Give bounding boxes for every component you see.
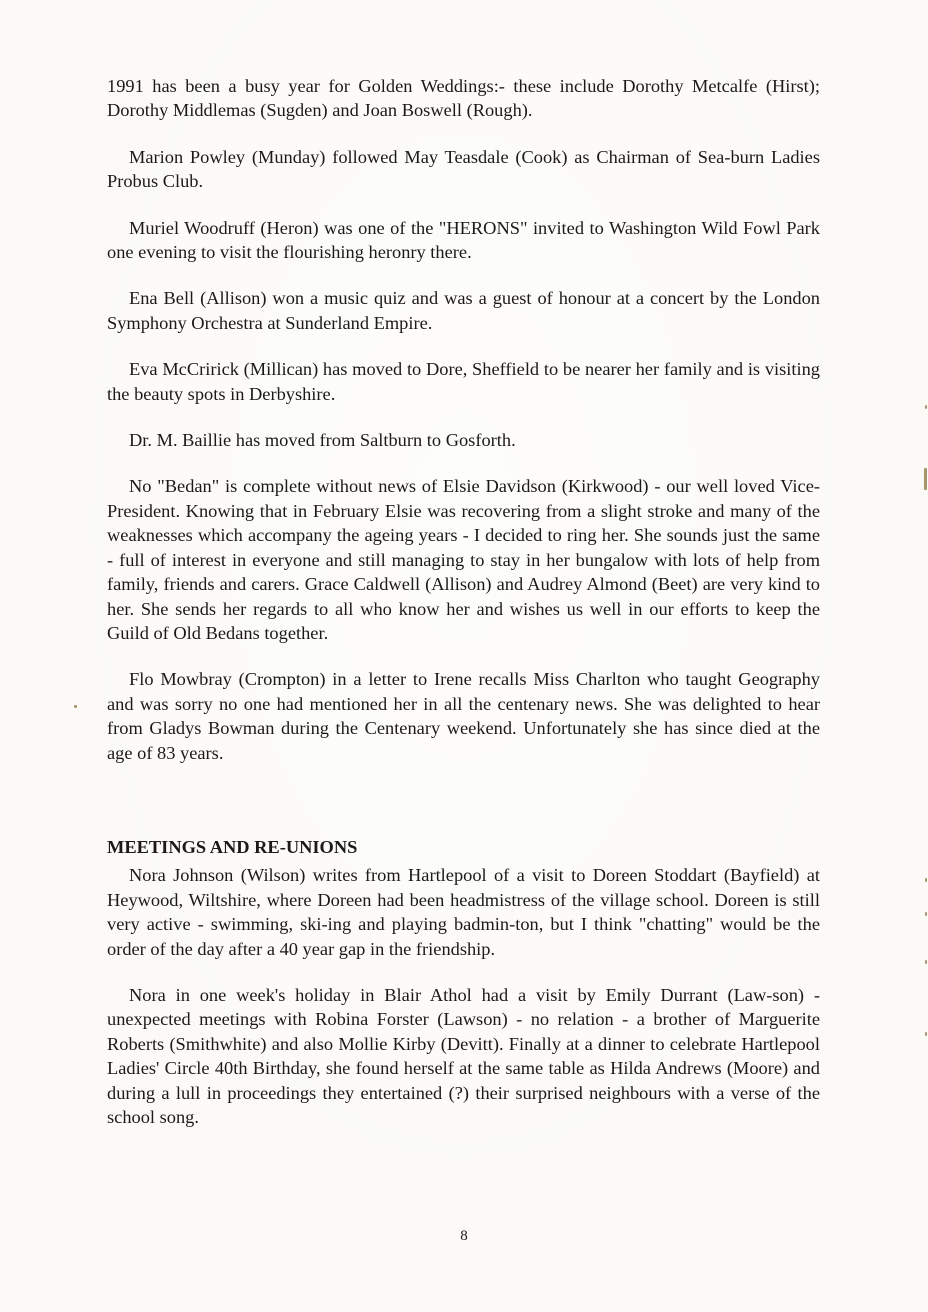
paragraph-nora-holiday: Nora in one week's holiday in Blair Athol had a visit by Emily Durrant (Law-son) - unexpected meetings with Robina Forster (Lawson) - no relation - a brother of Marguerite Roberts (Smithwhite) and also Mollie Kirby (Devitt). Finally at a dinner to celebrate Hartlepool Ladies' Circle 40th Birthday, she found herself at the same table as Hilda Andrews (Moore) and during a lull in proceedings they entertained (?) their surprised neighbours with a verse of the school song. bbox=[107, 984, 820, 1127]
margin-mark bbox=[925, 405, 927, 409]
paragraph-elsie-davidson: No "Bedan" is complete without news of Elsie Davidson (Kirkwood) - our well loved Vice-President. Knowing that in February Elsie was recovering from a slight stroke and many of the weaknesses which accompany the ageing years - I decided to ring her. She sounds just the same - full of interest in everyone and still managing to stay in her bungalow with lots of help from family, friends and carers. Grace Caldwell (Allison) and Audrey Almond (Beet) are very kind to her. She sends her regards to all who know her and wishes us well in our efforts to keep the Guild of Old Bedans together. bbox=[107, 476, 820, 643]
paragraph-golden-weddings: 1991 has been a busy year for Golden Weddings:- these include Dorothy Metcalfe (Hirst); Dorothy Middlemas (Sugden) and Joan Boswell (Rough). bbox=[107, 76, 820, 121]
paragraph-dr-baillie: Dr. M. Baillie has moved from Saltburn to Gosforth. bbox=[129, 430, 516, 451]
page-content bbox=[107, 74, 820, 1129]
paragraph-marion-powley: Marion Powley (Munday) followed May Teasdale (Cook) as Chairman of Sea-burn Ladies Probus Club. bbox=[107, 146, 820, 192]
margin-mark bbox=[925, 1032, 927, 1036]
paragraph-flo-mowbray: Flo Mowbray (Crompton) in a letter to Irene recalls Miss Charlton who taught Geography and was sorry no one had mentioned her in all the centenary news. She was delighted to hear from Gladys Bowman during the Centenary weekend. Unfortunately she has since died at the age of 83 years. bbox=[107, 669, 820, 763]
paragraph-nora-johnson: Nora Johnson (Wilson) writes from Hartlepool of a visit to Doreen Stoddart (Bayfield) at Heywood, Wiltshire, where Doreen had been headmistress of the village school. Doreen is still very active - swimming, ski-ing and playing badmin-ton, but I think "chatting" would be the order of the day after a 40 year gap in the friendship. bbox=[107, 865, 820, 959]
paragraph-ena-bell: Ena Bell (Allison) won a music quiz and was a guest of honour at a concert by the London Symphony Orchestra at Sunderland Empire. bbox=[107, 288, 820, 333]
margin-mark bbox=[925, 960, 927, 964]
margin-mark bbox=[924, 468, 927, 490]
section-heading: MEETINGS AND RE-UNIONS bbox=[107, 836, 358, 857]
margin-mark bbox=[925, 878, 927, 882]
paragraph-muriel-woodruff: Muriel Woodruff (Heron) was one of the "HERONS" invited to Washington Wild Fowl Park one evening to visit the flourishing heronry there. bbox=[107, 217, 820, 263]
page-number: 8 bbox=[460, 1228, 468, 1244]
margin-mark bbox=[925, 912, 927, 916]
margin-mark bbox=[74, 705, 77, 708]
paragraph-eva-mccririck: Eva McCririck (Millican) has moved to Dore, Sheffield to be nearer her family and is visiting the beauty spots in Derbyshire. bbox=[107, 359, 820, 404]
